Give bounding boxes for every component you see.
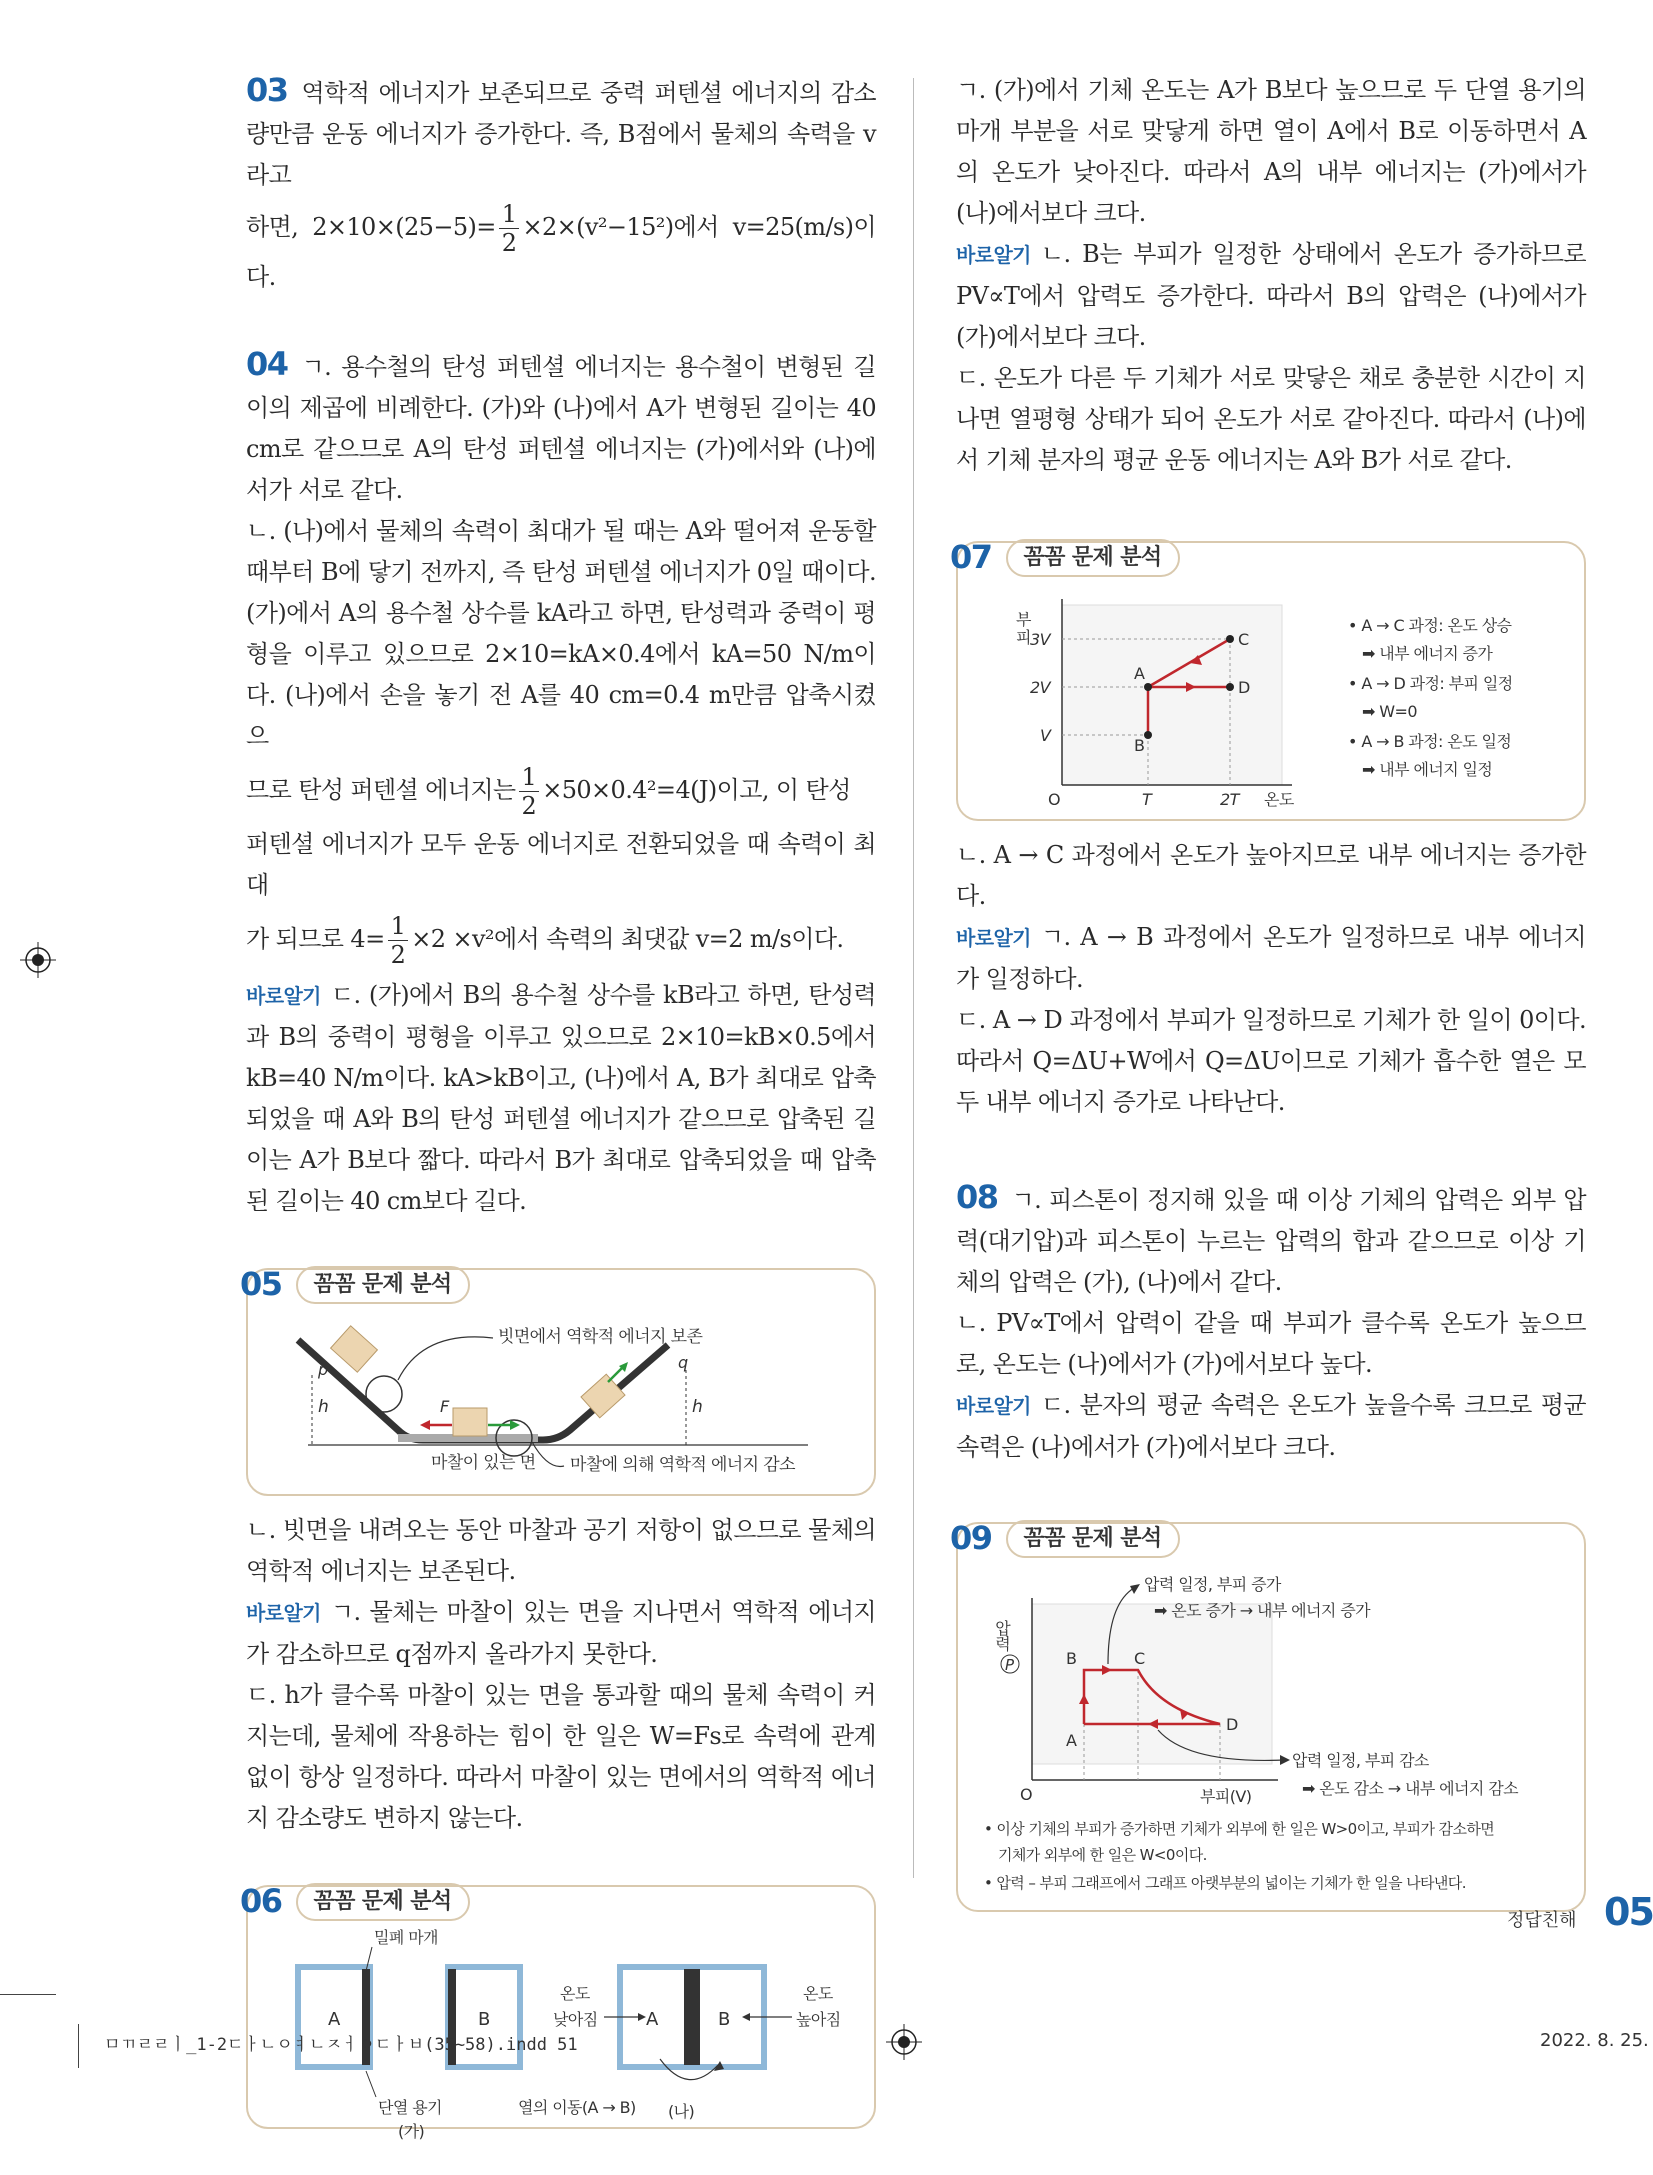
fraction: $\frac{1}{2}$ <box>499 200 520 257</box>
question-number: 03 <box>246 71 288 109</box>
baro-algi-label: 바로알기 <box>956 243 1031 267</box>
svg-text:A: A <box>646 2009 658 2030</box>
svg-text:온도: 온도 <box>560 1984 590 2003</box>
box-title: 꼼꼼 문제 분석 <box>1006 1520 1180 1558</box>
box-title: 꼼꼼 문제 분석 <box>296 1883 470 1921</box>
svg-text:A: A <box>1066 1731 1077 1750</box>
svg-text:➡ 내부 에너지 일정: ➡ 내부 에너지 일정 <box>1362 760 1493 779</box>
svg-text:B: B <box>478 2009 490 2030</box>
svg-text:B: B <box>1134 736 1145 755</box>
answer-05: 05 꼼꼼 문제 분석 빗면에서 역학적 에너지 보존 마찰에 의해 역학적 에너지 감소 마찰이 있는 면 p q h h F ㄴ. 빗면을 내려오는 동안 마찰과 공기 저항이 없으므로 물체의 역학적 에너지는 보존된다. 바로알기 ㄱ. 물체는 마찰이 있는 면을 지나면서 역학적 에너지가 감소하므로 q점까지 올라가지 못한다. ㄷ. h가 클수록 마찰이 있는 면을 통과할 때의 물체 속력이 커지는데, 물체에 작용하는 힘이 한 일은 W=Fs로 속력에 관계없이 항상 일정하다. 따라서 마찰이 있는 면에서의 역학적 에너지 감소량도 변하지 않는다. <box>240 1265 876 1832</box>
label-q: q <box>678 1353 688 1372</box>
pressure-volume-graph <box>958 1524 1584 1910</box>
svg-text:• 이상 기체의 부피가 증가하면 기체가 외부에 한 일은: • 이상 기체의 부피가 증가하면 기체가 외부에 한 일은 W>0이고, 부피가 감소하면 <box>984 1820 1495 1838</box>
analysis-box-06: 06 꼼꼼 문제 분석 A B 밀폐 마개 단열 용기 (가) A B 온도 낮아짐 온도 높아짐 열의 이동(A → B) (나) <box>246 1885 876 2129</box>
label-container: 단열 용기 <box>378 2098 442 2117</box>
answer-07: 07 꼼꼼 문제 분석 A C D B 부 피 3V 2V V O T 2T 온도 • A → C 과정: 온도 상승 ➡ 내부 에너지 증가 • A → D 과정: 부피 일정 ➡ W=0 • A → B 과정: 온도 일정 ➡ 내부 에너지 일정 ㄴ. A → C 과정에서 온도가 높아지므로 내부 에너지는 증가한다. 바로알기 ㄱ. A → B 과정에서 온도가 일정하므로 내부 에너지가 일정하다. ㄷ. A → D 과정에서 부피가 일정하므로 기체가 한 일이 0이다. 따라서 Q=ΔU+W에서 Q=ΔU이므로 기체가 흡수한 열은 모두 내부 에너지 증가로 나타난다. <box>950 538 1586 1116</box>
fraction: $\frac{1}{2}$ <box>519 763 540 820</box>
block-p <box>331 1326 378 1372</box>
analysis-box-07: 07 꼼꼼 문제 분석 A C D B 부 피 3V 2V V O T 2T 온도 • A → C 과정: 온도 상승 ➡ 내부 에너지 증가 • A → D 과정: 부피 일정 ➡ W=0 • A → B 과정: 온도 일정 ➡ 내부 에너지 일정 <box>956 541 1586 821</box>
svg-text:C: C <box>1238 630 1249 649</box>
baro-algi-label: 바로알기 <box>246 984 321 1008</box>
left-column <box>240 70 876 2175</box>
svg-text:2T: 2T <box>1220 790 1239 809</box>
svg-text:3V: 3V <box>1030 630 1050 649</box>
label-h-left: h <box>318 1397 329 1417</box>
crop-line-vertical <box>78 2024 79 2068</box>
svg-text:온도: 온도 <box>803 1984 833 2003</box>
svg-text:부피(V): 부피(V) <box>1200 1787 1252 1806</box>
volume-temperature-graph <box>958 543 1584 819</box>
svg-text:P: P <box>1005 1656 1014 1674</box>
registration-mark-icon <box>884 2022 924 2062</box>
svg-text:V: V <box>1040 726 1051 745</box>
baro-algi-label: 바로알기 <box>246 1601 321 1625</box>
svg-text:T: T <box>1142 790 1152 809</box>
svg-text:(나): (나) <box>668 2102 695 2121</box>
svg-text:압력: 압력 <box>992 1620 1012 1651</box>
svg-text:높아짐: 높아짐 <box>796 2010 841 2029</box>
registration-mark-icon <box>18 940 58 980</box>
label-surface: 마찰이 있는 면 <box>431 1453 536 1473</box>
label-h-right: h <box>692 1397 703 1417</box>
analysis-box-05: 05 꼼꼼 문제 분석 빗면에서 역학적 에너지 보존 마찰에 의해 역학적 에너지 감소 마찰이 있는 면 p q h h F <box>246 1268 876 1496</box>
label-p: p <box>318 1360 328 1379</box>
block-mid <box>453 1408 487 1436</box>
svg-text:➡ 온도 감소 → 내부 에너지 감소: ➡ 온도 감소 → 내부 에너지 감소 <box>1302 1779 1518 1798</box>
answer-06-text: ㄱ. (가)에서 기체 온도는 A가 B보다 높으므로 두 단열 용기의 마개 부분을 서로 맞닿게 하면 열이 A에서 B로 이동하면서 A의 온도가 낮아진다. 따라서 A의 내부 에너지는 (가)에서가 (나)에서보다 크다. 바로알기 ㄴ. B는 부피가 일정한 상태에서 온도가 증가하므로 PV∝T에서 압력도 증가한다. 따라서 B의 압력은 (나)에서가 (가)에서보다 크다. ㄷ. 온도가 다른 두 기체가 서로 맞닿은 채로 충분한 시간이 지나면 열평형 상태가 되어 온도가 서로 같아진다. 따라서 (나)에서 기체 분자의 평균 운동 에너지는 A와 B가 서로 같다. <box>956 76 1586 474</box>
svg-text:O: O <box>1048 790 1060 809</box>
fraction: $\frac{1}{2}$ <box>388 912 409 969</box>
svg-text:D: D <box>1238 678 1250 697</box>
question-number: 08 <box>956 1178 998 1216</box>
svg-text:O: O <box>1020 1785 1032 1804</box>
container-figure <box>248 1887 874 2141</box>
answer-06 <box>240 1882 876 2141</box>
svg-text:D: D <box>1226 1715 1238 1734</box>
svg-text:부: 부 <box>1016 610 1031 629</box>
svg-text:• 압력 – 부피 그래프에서 그래프 아랫부분의 넓이는: • 압력 – 부피 그래프에서 그래프 아랫부분의 넓이는 기체가 한 일을 나타낸다. <box>984 1874 1466 1892</box>
label-heat: 열의 이동(A → B) <box>518 2098 636 2117</box>
answer-08: 08 ㄱ. 피스톤이 정지해 있을 때 이상 기체의 압력은 외부 압력(대기압)과 피스톤이 누르는 압력의 합과 같으므로 이상 기체의 압력은 (가), (나)에서 같다. ㄴ. PV∝T에서 압력이 같을 때 부피가 클수록 온도가 높으므로, 온도는 (나)에서가 (가)에서보다 높다. 바로알기 ㄷ. 분자의 평균 속력은 온도가 높을수록 크므로 평균 속력은 (나)에서가 (가)에서보다 크다. <box>956 1178 1586 1461</box>
svg-text:B: B <box>718 2009 730 2030</box>
box-title: 꼼꼼 문제 분석 <box>1006 539 1180 577</box>
answer-04: 04 ㄱ. 용수철의 탄성 퍼텐셜 에너지는 용수철이 변형된 길이의 제곱에 비례한다. (가)와 (나)에서 A가 변형된 길이는 40 cm로 같으므로 A의 탄성 퍼텐셜 에너지는 (가)에서와 (나)에서가 서로 같다. ㄴ. (나)에서 물체의 속력이 최대가 될 때는 A와 떨어져 운동할 때부터 B에 닿기 전까지, 즉 탄성 퍼텐셜 에너지가 0일 때이다. (가)에서 A의 용수철 상수를 kA라고 하면, 탄성력과 중력이 평형을 이루고 있으므로 2×10=kA×0.4에서 kA=50 N/m이다. (나)에서 손을 놓기 전 A를 40 cm=0.4 m만큼 압축시켰으 므로 탄성 퍼텐셜 에너지는 $\frac{1}{2}$ ×50×0.4²=4(J)이고, 이 탄성 퍼텐셜 에너지가 모두 운동 에너지로 전환되었을 때 속력이 최대 가 되므로 4= $\frac{1}{2}$ ×2 ×v²에서 속력의 최댓값 v=2 m/s이다. 바로알기 ㄷ. (가)에서 B의 용수철 상수를 kB라고 하면, 탄성력과 B의 중력이 평형을 이루고 있으므로 2×10=kB×0.5에서 kB=40 N/m이다. kA>kB이고, (나)에서 A, B가 최대로 압축되었을 때 A와 B의 탄성 퍼텐셜 에너지가 같으므로 압축된 길이는 A가 B보다 짧다. 따라서 B가 최대로 압축되었을 때 압축된 길이는 40 cm보다 길다. <box>246 345 876 1215</box>
zoom-circle-left <box>366 1376 402 1412</box>
footer-date: 2022. 8. 25. <box>1540 2030 1649 2051</box>
baro-algi-label: 바로알기 <box>956 926 1031 950</box>
svg-text:➡ W=0: ➡ W=0 <box>1362 702 1417 721</box>
question-number: 04 <box>246 345 288 383</box>
baro-algi-label: 바로알기 <box>956 1394 1031 1418</box>
label-top: 빗면에서 역학적 에너지 보존 <box>498 1327 703 1347</box>
svg-text:A: A <box>328 2009 340 2030</box>
analysis-box-09: 09 꼼꼼 문제 분석 B C D A 압력 P O 부피(V) 압력 일정, 부피 증가 ➡ 온도 증가 → 내부 에너지 증가 압력 일정, 부피 감소 ➡ 온도 감소 → 내부 에너지 감소 • 이상 기체의 부피가 증가하면 기체가 외부에 한 일은 W>0이고, 부피가 감소하면 기체가 외부에 한 일은 W<0이다. • 압력 – 부피 그래프에서 그래프 아랫부분의 넓이는 기체가 한 일을 나타낸다. <box>956 1522 1586 1912</box>
svg-text:B: B <box>1066 1649 1077 1668</box>
svg-text:➡ 온도 증가 → 내부 에너지 증가: ➡ 온도 증가 → 내부 에너지 증가 <box>1154 1601 1370 1620</box>
lids-joined <box>684 1969 700 2065</box>
column-divider <box>913 78 914 1878</box>
box-title: 꼼꼼 문제 분석 <box>296 1266 470 1304</box>
svg-text:C: C <box>1134 1649 1145 1668</box>
svg-text:• A → D 과정: 부피 일정: • A → D 과정: 부피 일정 <box>1348 674 1513 693</box>
svg-text:A: A <box>1134 664 1145 683</box>
svg-text:압력 일정, 부피 감소: 압력 일정, 부피 감소 <box>1292 1751 1429 1770</box>
label-bottom: 마찰에 의해 역학적 에너지 감소 <box>570 1455 795 1475</box>
svg-text:• A → B 과정: 온도 일정: • A → B 과정: 온도 일정 <box>1348 732 1512 751</box>
svg-text:2V: 2V <box>1030 678 1050 697</box>
svg-text:➡ 내부 에너지 증가: ➡ 내부 에너지 증가 <box>1362 644 1493 663</box>
svg-text:온도: 온도 <box>1264 790 1294 809</box>
svg-text:낮아짐: 낮아짐 <box>553 2010 598 2029</box>
svg-text:(가): (가) <box>398 2122 425 2141</box>
page-number: 05 <box>1604 1890 1653 1934</box>
callout-top <box>398 1337 493 1380</box>
answer-03: 03 역학적 에너지가 보존되므로 중력 퍼텐셜 에너지의 감소량만큼 운동 에너지가 증가한다. 즉, B점에서 물체의 속력을 v라고 하면, 2×10×(25−5)= $\frac{1}{2}$ ×2×(v²−15²)에서 v=25(m/s)이다. <box>246 71 876 291</box>
answer-09 <box>950 1519 1586 1912</box>
label-lid: 밀폐 마개 <box>374 1928 438 1947</box>
svg-text:압력 일정, 부피 증가: 압력 일정, 부피 증가 <box>1144 1575 1281 1594</box>
svg-text:피: 피 <box>1016 628 1031 647</box>
right-column <box>950 70 1586 1958</box>
svg-text:기체가 외부에 한 일은 W<0이다.: 기체가 외부에 한 일은 W<0이다. <box>998 1846 1207 1864</box>
footer-filename: ㅁㄲㄹㄹㅣ_1-2ㄷㅏㄴㅇㅕㄴㅈㅓㅇㄷㅏㅂ(35~58).indd 51 <box>104 2035 578 2055</box>
label-F: F <box>440 1397 449 1416</box>
crop-line <box>0 1994 56 1995</box>
svg-text:• A → C 과정: 온도 상승: • A → C 과정: 온도 상승 <box>1348 616 1512 635</box>
page-label: 정답친해 <box>1507 1910 1577 1931</box>
